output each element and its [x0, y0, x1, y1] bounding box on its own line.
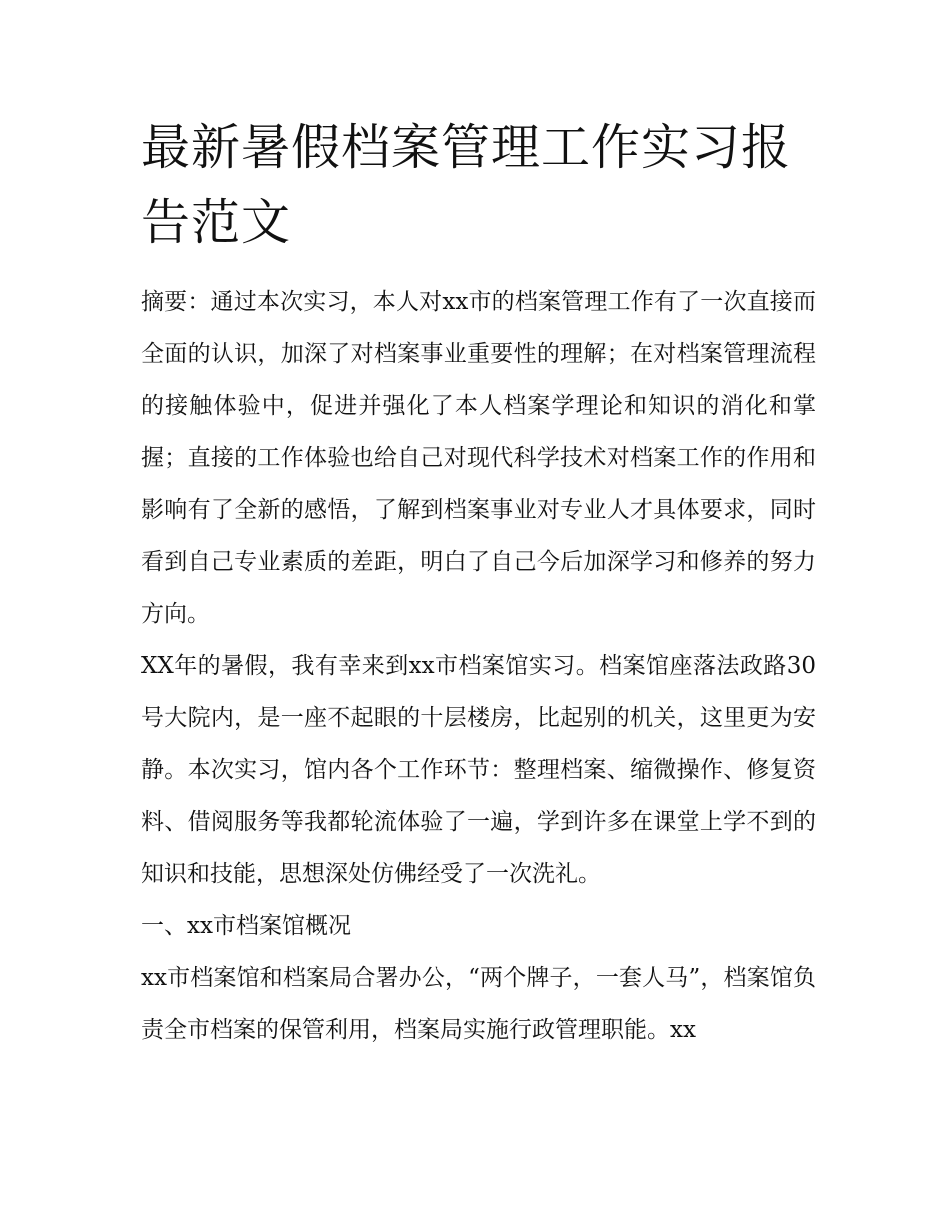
- intro-paragraph: XX年的暑假，我有幸来到xx市档案馆实习。档案馆座落法政路30号大院内，是一座不起眼的十层楼房，比起别的机关，这里更为安静。本次实习，馆内各个工作环节：整理档案、缩微操作、修复资料、借阅服务等我都轮流体验了一遍，学到许多在课堂上学不到的知识和技能，思想深处仿佛经受了一次洗礼。: [141, 653, 816, 887]
- document-content: [141, 110, 816, 1056]
- section-heading: 一、xx市档案馆概况: [141, 913, 351, 939]
- document-title: 最新暑假档案管理工作实习报告范文: [141, 119, 792, 251]
- abstract-paragraph: 摘要：通过本次实习，本人对xx市的档案管理工作有了一次直接而全面的认识，加深了对档案事业重要性的理解；在对档案管理流程的接触体验中，促进并强化了本人档案学理论和知识的消化和掌握；直接的工作体验也给自己对现代科学技术对档案工作的作用和影响有了全新的感悟，了解到档案事业对专业人才具体要求，同时看到自己专业素质的差距，明白了自己今后加深学习和修养的努力方向。: [141, 289, 816, 627]
- section-paragraph: xx市档案馆和档案局合署办公，“两个牌子，一套人马”，档案馆负责全市档案的保管利用，档案局实施行政管理职能。xx: [141, 965, 816, 1043]
